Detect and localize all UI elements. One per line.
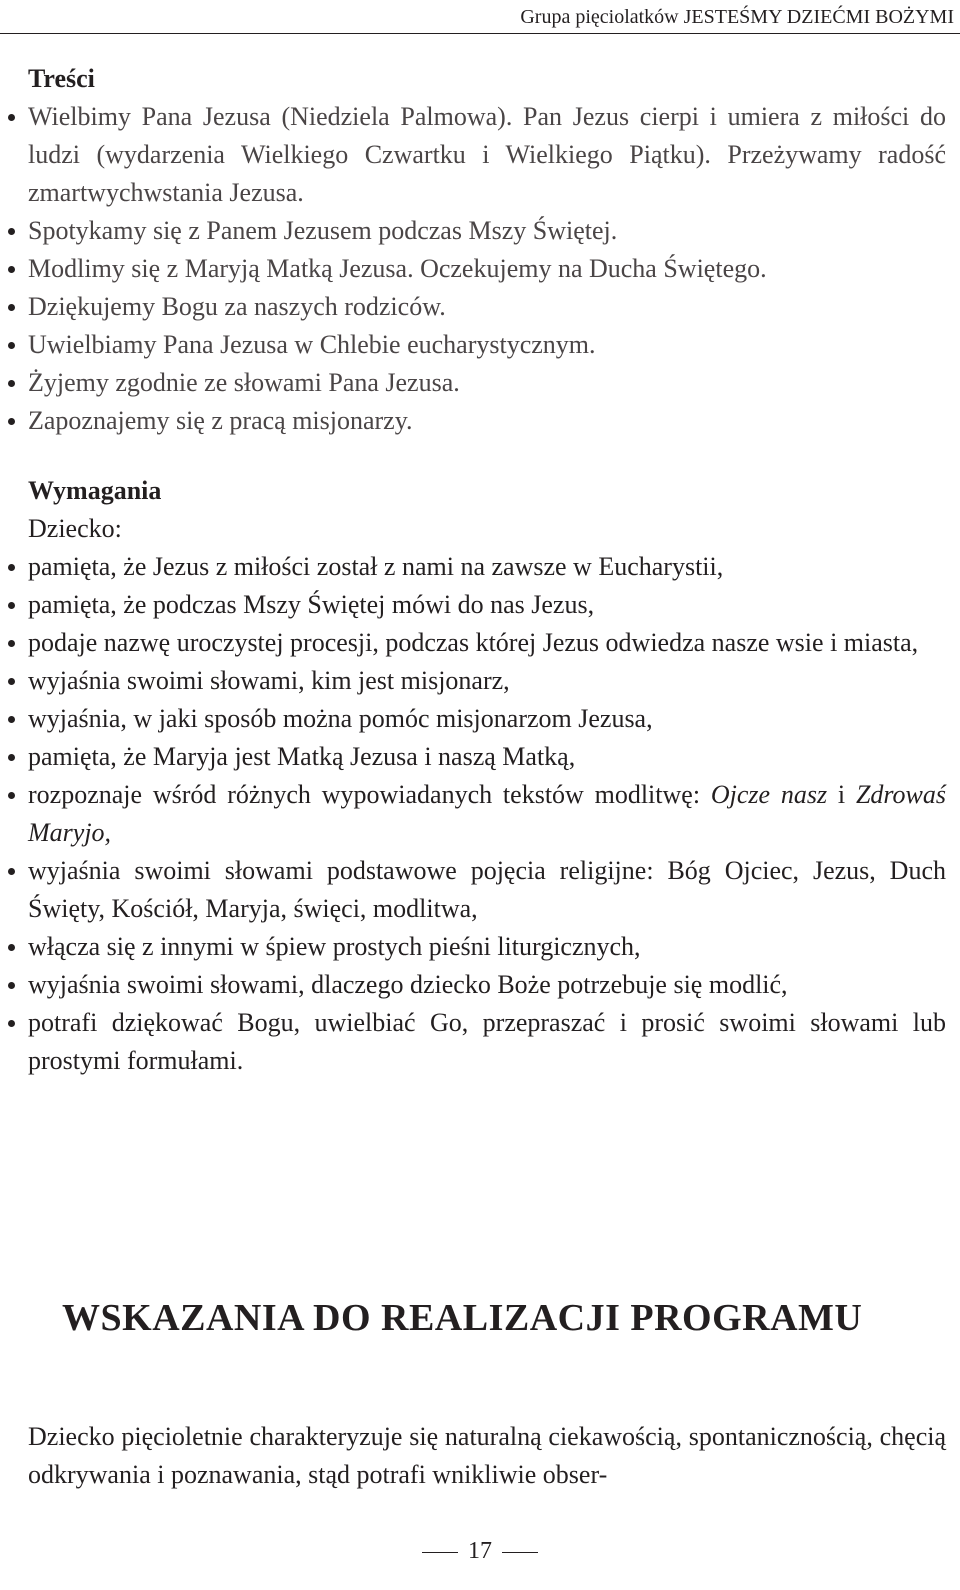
list-item: Wielbimy Pana Jezusa (Niedziela Palmowa). Pan Jezus cierpi i umiera z miłości do ludzi (wydarzenia Wielkiego Czwartku i Wielkiego Piątku). Przeżywamy radość zmartwychwstania Jezusa. bbox=[28, 98, 946, 212]
list-item: włącza się z innymi w śpiew prostych pieśni liturgicznych, bbox=[28, 928, 946, 966]
page-number-dash bbox=[422, 1552, 458, 1553]
list-item: podaje nazwę uroczystej procesji, podczas której Jezus odwiedza nasze wsie i miasta, bbox=[28, 624, 946, 662]
list-item: wyjaśnia, w jaki sposób można pomóc misjonarzom Jezusa, bbox=[28, 700, 946, 738]
list-item-prayers bbox=[28, 776, 946, 852]
section-spacer bbox=[28, 440, 946, 472]
wymagania-heading: Wymagania bbox=[28, 476, 162, 505]
header-rule bbox=[0, 33, 960, 34]
list-item: pamięta, że Jezus z miłości został z nami na zawsze w Eucharystii, bbox=[28, 548, 946, 586]
prayer-name: Zdrowaś Maryjo, bbox=[28, 780, 947, 847]
page-number bbox=[0, 1538, 960, 1565]
list-item: Zapoznajemy się z pracą misjonarzy. bbox=[28, 402, 946, 440]
section-title: WSKAZANIA DO REALIZACJI PROGRAMU bbox=[62, 1297, 863, 1339]
content-body bbox=[28, 60, 946, 1080]
list-item: wyjaśnia swoimi słowami, kim jest misjonarz, bbox=[28, 662, 946, 700]
body-paragraph: Dziecko pięcioletnie charakteryzuje się naturalną ciekawością, spontanicznością, chęcią odkrywania i poznawania, stąd potrafi wnikliwie obser- bbox=[28, 1422, 946, 1489]
page-number-value: 17 bbox=[468, 1538, 492, 1564]
tresci-list bbox=[28, 98, 946, 440]
list-item: wyjaśnia swoimi słowami podstawowe pojęcia religijne: Bóg Ojciec, Jezus, Duch Święty, Kościół, Maryja, święci, modlitwa, bbox=[28, 852, 946, 928]
prayer-name: Ojcze nasz bbox=[710, 780, 828, 809]
list-item: wyjaśnia swoimi słowami, dlaczego dziecko Boże potrzebuje się modlić, bbox=[28, 966, 946, 1004]
wymagania-intro: Dziecko: bbox=[28, 514, 122, 543]
prayer-item-joiner: i bbox=[827, 780, 856, 809]
list-item: pamięta, że Maryja jest Matką Jezusa i naszą Matką, bbox=[28, 738, 946, 776]
list-item: potrafi dziękować Bogu, uwielbiać Go, przepraszać i prosić swoimi słowami lub prostymi formułami. bbox=[28, 1004, 946, 1080]
list-item: Spotykamy się z Panem Jezusem podczas Mszy Świętej. bbox=[28, 212, 946, 250]
wymagania-list bbox=[28, 548, 946, 1080]
page-number-dash bbox=[502, 1552, 538, 1553]
prayer-item-text: rozpoznaje wśród różnych wypowiadanych tekstów modlitwę: bbox=[28, 780, 711, 809]
list-item: Uwielbiamy Pana Jezusa w Chlebie eucharystycznym. bbox=[28, 326, 946, 364]
tresci-heading: Treści bbox=[28, 64, 95, 93]
running-header: Grupa pięciolatków JESTEŚMY DZIEĆMI BOŻYMI bbox=[520, 6, 954, 28]
list-item: Modlimy się z Maryją Matką Jezusa. Oczekujemy na Ducha Świętego. bbox=[28, 250, 946, 288]
list-item: Żyjemy zgodnie ze słowami Pana Jezusa. bbox=[28, 364, 946, 402]
list-item: pamięta, że podczas Mszy Świętej mówi do nas Jezus, bbox=[28, 586, 946, 624]
list-item: Dziękujemy Bogu za naszych rodziców. bbox=[28, 288, 946, 326]
